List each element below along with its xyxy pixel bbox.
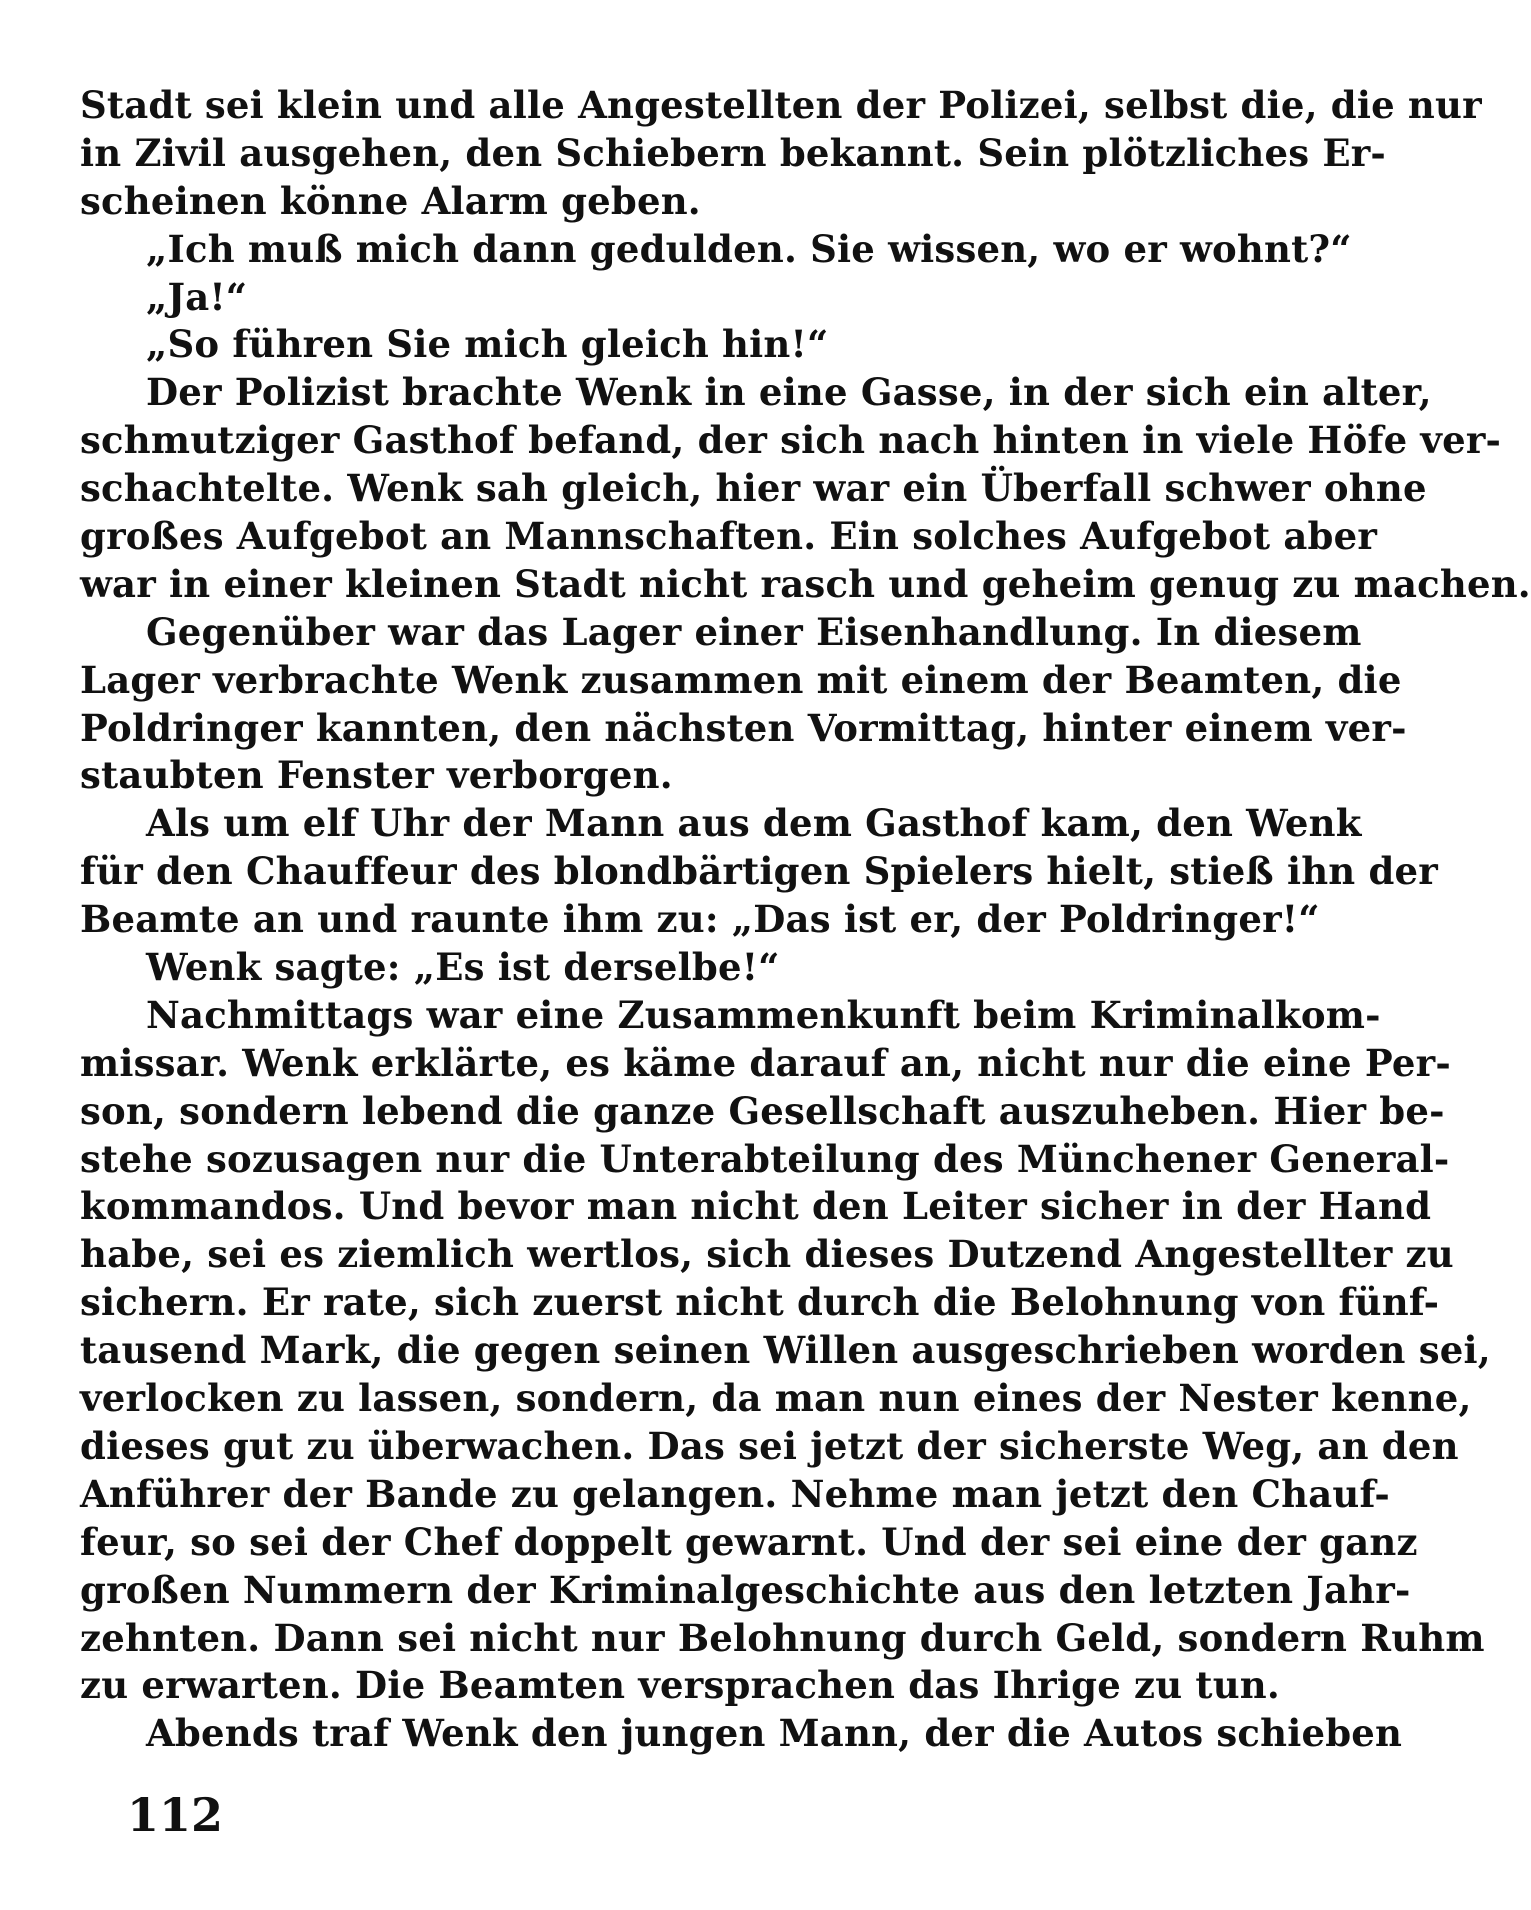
text-line: schmutziger Gasthof befand, der sich nach hinten in viele Höfe ver- xyxy=(80,418,1502,463)
text-line: schachtelte. Wenk sah gleich, hier war ein Überfall schwer ohne xyxy=(80,466,1427,511)
text-line: „Ich muß mich dann gedulden. Sie wissen, wo er wohnt?“ xyxy=(146,226,1352,271)
body-text xyxy=(80,82,1531,1758)
text-line: Anführer der Bande zu gelangen. Nehme man jetzt den Chauf- xyxy=(80,1471,1390,1516)
text-line: Stadt sei klein und alle Angestellten der Polizei, selbst die, die nur xyxy=(80,83,1482,127)
text-line: tausend Mark, die gegen seinen Willen ausgeschrieben worden sei, xyxy=(80,1328,1491,1373)
text-line: für den Chauffeur des blondbärtigen Spielers hielt, stieß ihn der xyxy=(80,849,1438,894)
text-line: in Zivil ausgehen, den Schiebern bekannt. Sein plötzliches Er- xyxy=(80,130,1386,175)
text-line: Nachmittags war eine Zusammenkunft beim Kriminalkom- xyxy=(146,992,1381,1037)
text-line: großes Aufgebot an Mannschaften. Ein solches Aufgebot aber xyxy=(80,514,1378,559)
text-line: Der Polizist brachte Wenk in eine Gasse, in der sich ein alter, xyxy=(146,370,1432,415)
text-line: habe, sei es ziemlich wertlos, sich dieses Dutzend Angestellter zu xyxy=(80,1232,1454,1277)
text-line: zehnten. Dann sei nicht nur Belohnung durch Geld, sondern Ruhm xyxy=(80,1615,1485,1660)
text-line: „So führen Sie mich gleich hin!“ xyxy=(146,322,829,367)
text-line: stehe sozusagen nur die Unterabteilung des Münchener General- xyxy=(80,1136,1450,1181)
text-line: „Ja!“ xyxy=(146,274,248,319)
text-line: missar. Wenk erklärte, es käme darauf an, nicht nur die eine Per- xyxy=(80,1040,1451,1085)
text-line: Gegenüber war das Lager einer Eisenhandlung. In diesem xyxy=(146,609,1362,654)
text-line: kommandos. Und bevor man nicht den Leiter sicher in der Hand xyxy=(80,1184,1432,1229)
text-line: son, sondern lebend die ganze Gesellschaft auszuheben. Hier be- xyxy=(80,1088,1445,1133)
text-line: scheinen könne Alarm geben. xyxy=(80,178,701,223)
text-line: war in einer kleinen Stadt nicht rasch und geheim genug zu machen. xyxy=(80,561,1531,606)
text-line: großen Nummern der Kriminalgeschichte aus den letzten Jahr- xyxy=(80,1567,1411,1612)
text-line: Wenk sagte: „Es ist derselbe!“ xyxy=(146,945,780,990)
text-line: Als um elf Uhr der Mann aus dem Gasthof kam, den Wenk xyxy=(146,801,1362,846)
text-line: Abends traf Wenk den jungen Mann, der die Autos schieben xyxy=(146,1711,1403,1756)
text-line: Beamte an und raunte ihm zu: „Das ist er, der Poldringer!“ xyxy=(80,897,1320,942)
text-line: Poldringer kannten, den nächsten Vormittag, hinter einem ver- xyxy=(80,705,1407,750)
text-line: zu erwarten. Die Beamten versprachen das Ihrige zu tun. xyxy=(80,1663,1280,1708)
text-line: sichern. Er rate, sich zuerst nicht durch die Belohnung von fünf- xyxy=(80,1280,1440,1325)
text-line: feur, so sei der Chef doppelt gewarnt. Und der sei eine der ganz xyxy=(80,1519,1418,1564)
text-line: staubten Fenster verborgen. xyxy=(80,753,673,798)
text-line: Lager verbrachte Wenk zusammen mit einem der Beamten, die xyxy=(80,657,1402,702)
page-number: 112 xyxy=(127,1788,224,1842)
text-line: verlocken zu lassen, sondern, da man nun eines der Nester kenne, xyxy=(80,1376,1472,1421)
text-line: dieses gut zu überwachen. Das sei jetzt der sicherste Weg, an den xyxy=(80,1423,1459,1468)
